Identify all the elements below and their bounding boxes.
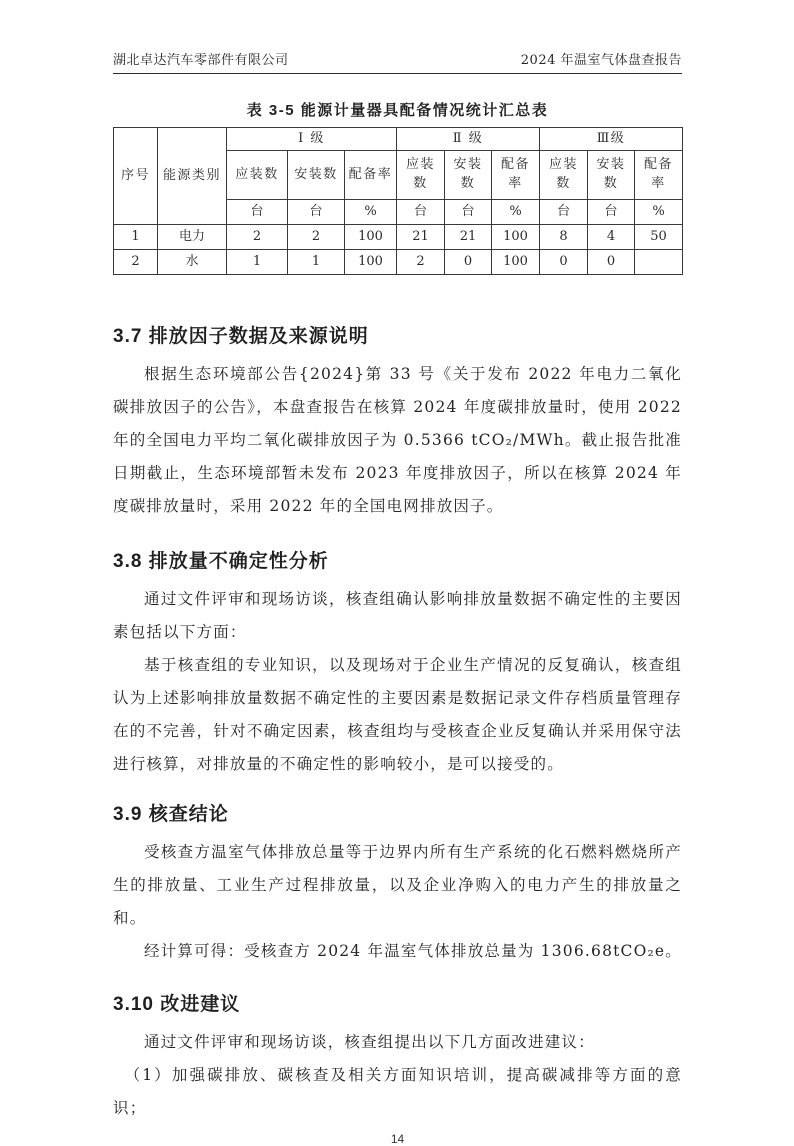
data-cell-seq: 2 bbox=[114, 250, 158, 275]
header-cell: 应装数 bbox=[397, 151, 445, 200]
data-cell bbox=[635, 250, 683, 275]
table-level-row bbox=[114, 128, 683, 151]
data-cell-energy: 水 bbox=[158, 250, 227, 275]
metering-equipment-table bbox=[113, 127, 683, 275]
paragraph: 通过文件评审和现场访谈，核查组确认影响排放量数据不确定性的主要因素包括以下方面： bbox=[113, 590, 682, 641]
section-3-9-heading: 3.9 核查结论 bbox=[113, 804, 229, 825]
unit-cell: 台 bbox=[288, 200, 345, 225]
header-cell: 安装数 bbox=[445, 151, 492, 200]
section-3-7-heading: 3.7 排放因子数据及来源说明 bbox=[113, 326, 369, 347]
unit-cell: 台 bbox=[588, 200, 635, 225]
unit-cell: 台 bbox=[227, 200, 288, 225]
data-cell: 100 bbox=[345, 250, 397, 275]
data-cell: 0 bbox=[588, 250, 635, 275]
header-cell: 配备率 bbox=[492, 151, 540, 200]
header-cell-level-2: Ⅱ 级 bbox=[397, 128, 540, 151]
header-cell: 配备率 bbox=[345, 151, 397, 200]
header-report-title: 2024 年温室气体盘查报告 bbox=[520, 53, 682, 68]
data-cell-seq: 1 bbox=[114, 225, 158, 250]
table-title: 表 3-5 能源计量器具配备情况统计汇总表 bbox=[246, 102, 549, 119]
section-3-8-heading: 3.8 排放量不确定性分析 bbox=[113, 551, 329, 572]
data-cell: 2 bbox=[288, 225, 345, 250]
section-3-8 bbox=[113, 549, 682, 781]
header-cell: 配备率 bbox=[635, 151, 683, 200]
data-cell-energy: 电力 bbox=[158, 225, 227, 250]
header-cell-energy: 能源类别 bbox=[158, 128, 227, 225]
data-cell: 21 bbox=[445, 225, 492, 250]
data-cell: 8 bbox=[540, 225, 588, 250]
page-number: 14 bbox=[390, 1132, 405, 1146]
unit-cell: % bbox=[345, 200, 397, 225]
table-row bbox=[114, 225, 683, 250]
paragraph: 通过文件评审和现场访谈，核查组提出以下几方面改进建议： bbox=[144, 1033, 595, 1051]
data-cell: 100 bbox=[492, 225, 540, 250]
header-cell: 安装数 bbox=[588, 151, 635, 200]
data-cell: 2 bbox=[397, 250, 445, 275]
paragraph: 根据生态环境部公告{2024}第 33 号《关于发布 2022 年电力二氧化碳排放因子的公告》，本盘查报告在核算 2024 年度碳排放量时，使用 2022 年的全国电力平均二氧化碳排放因子为 0.5366 tCO₂/MWh。截止报告批准日期截止，生态环境部暂未发布 2023 年度排放因子，所以在核算 2024 年度碳排放量时，采用 2022 年的全国电网排放因子。 bbox=[113, 365, 682, 515]
header-cell: 应装数 bbox=[227, 151, 288, 200]
header-cell-level-1: Ⅰ 级 bbox=[227, 128, 397, 151]
header-cell-level-3: Ⅲ级 bbox=[540, 128, 683, 151]
section-3-7 bbox=[113, 324, 682, 523]
data-cell: 0 bbox=[445, 250, 492, 275]
header-cell: 安装数 bbox=[288, 151, 345, 200]
section-3-10 bbox=[113, 992, 682, 1125]
header-cell-seq: 序号 bbox=[114, 128, 158, 225]
header-divider bbox=[113, 73, 682, 74]
data-cell: 100 bbox=[492, 250, 540, 275]
data-cell: 21 bbox=[397, 225, 445, 250]
unit-cell: % bbox=[492, 200, 540, 225]
data-cell: 0 bbox=[540, 250, 588, 275]
header-company: 湖北卓达汽车零部件有限公司 bbox=[113, 53, 289, 68]
data-cell: 1 bbox=[288, 250, 345, 275]
data-cell: 100 bbox=[345, 225, 397, 250]
table-row bbox=[114, 250, 683, 275]
data-cell: 1 bbox=[227, 250, 288, 275]
unit-cell: % bbox=[635, 200, 683, 225]
header-cell: 应装数 bbox=[540, 151, 588, 200]
data-cell: 4 bbox=[588, 225, 635, 250]
running-header bbox=[113, 0, 682, 69]
data-cell: 50 bbox=[635, 225, 683, 250]
paragraph: （1）加强碳排放、碳核查及相关方面知识培训，提高碳减排等方面的意识； bbox=[113, 1066, 682, 1117]
unit-cell: 台 bbox=[540, 200, 588, 225]
section-3-10-heading: 3.10 改进建议 bbox=[113, 994, 241, 1015]
unit-cell: 台 bbox=[445, 200, 492, 225]
section-3-9 bbox=[113, 802, 682, 968]
paragraph: 受核查方温室气体排放总量等于边界内所有生产系统的化石燃料燃烧所产生的排放量、工业生产过程排放量，以及企业净购入的电力产生的排放量之和。 bbox=[113, 843, 682, 927]
unit-cell: 台 bbox=[397, 200, 445, 225]
paragraph: 基于核查组的专业知识，以及现场对于企业生产情况的反复确认，核查组认为上述影响排放量数据不确定性的主要因素是数据记录文件存档质量管理存在的不完善，针对不确定因素，核查组均与受核查企业反复确认并采用保守法进行核算，对排放量的不确定性的影响较小，是可以接受的。 bbox=[113, 656, 682, 773]
data-cell: 2 bbox=[227, 225, 288, 250]
paragraph: 经计算可得：受核查方 2024 年温室气体排放总量为 1306.68tCO₂e。 bbox=[144, 942, 683, 960]
